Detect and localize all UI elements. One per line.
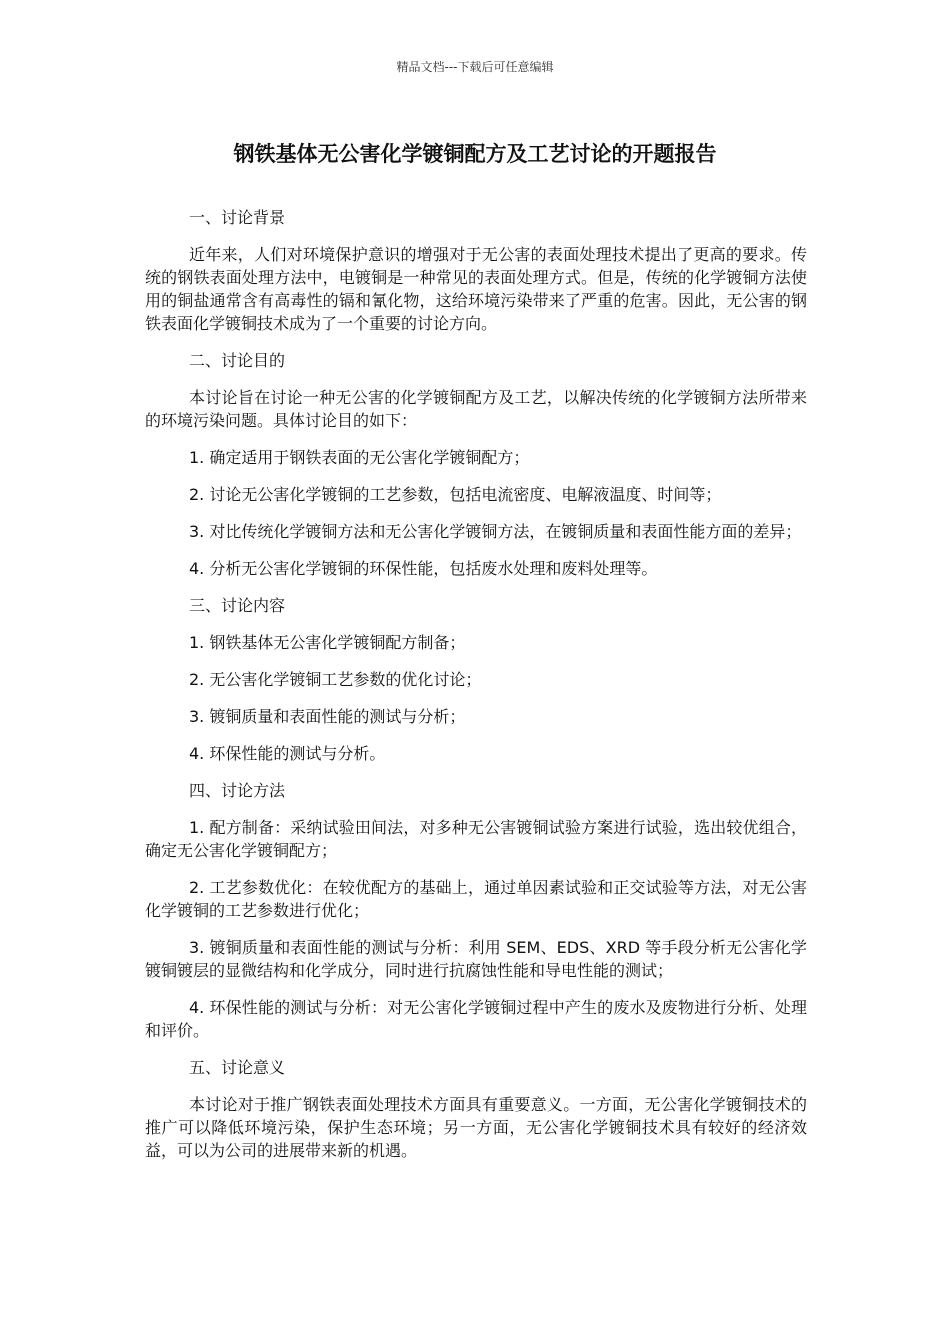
purpose-item-1: 1. 确定适用于钢铁表面的无公害化学镀铜配方；	[189, 448, 530, 467]
purpose-item-4: 4. 分析无公害化学镀铜的环保性能，包括废水处理和废料处理等。	[189, 559, 658, 578]
section-heading-purpose: 二、讨论目的	[189, 351, 286, 370]
method-item-2: 2. 工艺参数优化：在较优配方的基础上，通过单因素试验和正交试验等方法，对无公害化学镀铜的工艺参数进行优化；	[145, 878, 807, 920]
method-item-1: 1. 配方制备：采纳试验田间法，对多种无公害镀铜试验方案进行试验，选出较优组合，确定无公害化学镀铜配方；	[145, 818, 807, 860]
method-item-3: 3. 镀铜质量和表面性能的测试与分析：利用 SEM、EDS、XRD 等手段分析无公害化学镀铜镀层的显微结构和化学成分，同时进行抗腐蚀性能和导电性能的测试；	[145, 938, 807, 980]
method-item-4: 4. 环保性能的测试与分析：对无公害化学镀铜过程中产生的废水及废物进行分析、处理和评价。	[145, 998, 807, 1040]
document-body	[145, 206, 807, 1176]
content-item-2: 2. 无公害化学镀铜工艺参数的优化讨论；	[189, 670, 482, 689]
content-item-1: 1. 钢铁基体无公害化学镀铜配方制备；	[189, 633, 466, 652]
section-heading-method: 四、讨论方法	[189, 781, 286, 800]
section-heading-significance: 五、讨论意义	[189, 1058, 286, 1077]
document-title: 钢铁基体无公害化学镀铜配方及工艺讨论的开题报告	[233, 142, 717, 166]
content-item-3: 3. 镀铜质量和表面性能的测试与分析；	[189, 707, 466, 726]
paragraph-significance: 本讨论对于推广钢铁表面处理技术方面具有重要意义。一方面，无公害化学镀铜技术的推广可以降低环境污染，保护生态环境；另一方面，无公害化学镀铜技术具有较好的经济效益，可以为公司的进展带来新的机遇。	[145, 1095, 807, 1160]
content-item-4: 4. 环保性能的测试与分析。	[189, 744, 386, 763]
purpose-item-3: 3. 对比传统化学镀铜方法和无公害化学镀铜方法，在镀铜质量和表面性能方面的差异；	[189, 522, 802, 541]
section-heading-background: 一、讨论背景	[189, 208, 286, 227]
paragraph-purpose-intro: 本讨论旨在讨论一种无公害的化学镀铜配方及工艺，以解决传统的化学镀铜方法所带来的环境污染问题。具体讨论目的如下：	[145, 388, 807, 430]
paragraph-background: 近年来，人们对环境保护意识的增强对于无公害的表面处理技术提出了更高的要求。传统的钢铁表面处理方法中，电镀铜是一种常见的表面处理方式。但是，传统的化学镀铜方法使用的铜盐通常含有高毒性的镉和氰化物，这给环境污染带来了严重的危害。因此，无公害的钢铁表面化学镀铜技术成为了一个重要的讨论方向。	[145, 245, 807, 333]
header-note: 精品文档---下载后可任意编辑	[396, 60, 554, 74]
section-heading-content: 三、讨论内容	[189, 596, 286, 615]
purpose-item-2: 2. 讨论无公害化学镀铜的工艺参数，包括电流密度、电解液温度、时间等；	[189, 485, 722, 504]
